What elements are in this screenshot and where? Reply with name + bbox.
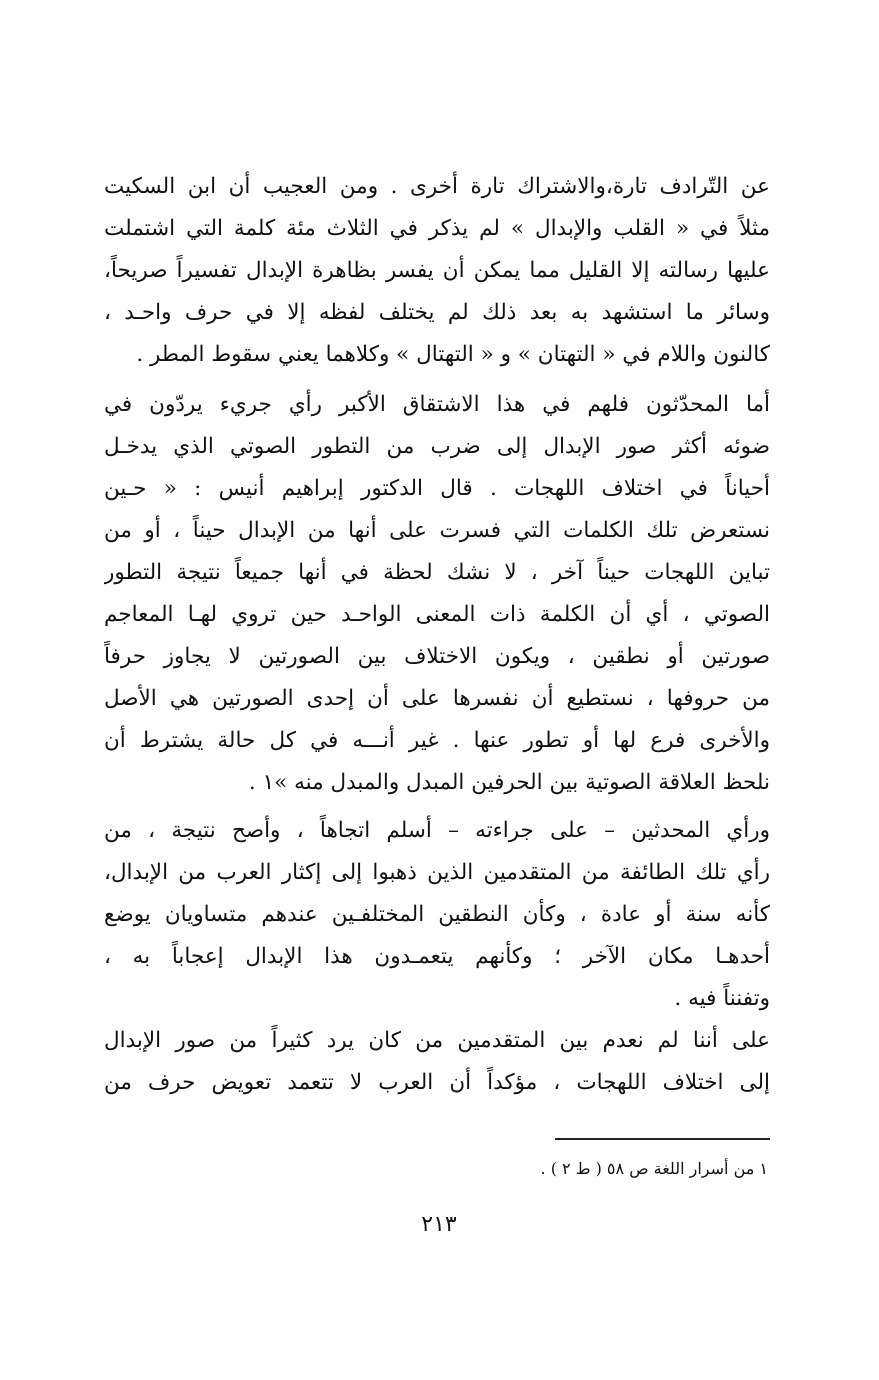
text-line: كالنون واللام في « التهتان » و « التهتال » وكلاهما يعني سقوط المطر . (136, 342, 770, 367)
paragraph-4 (104, 1020, 770, 1104)
text-line: ورأي المحدثين – على جراءته – أسلم اتجاهاً ، وأصح نتيجة ، من (104, 818, 770, 843)
text-line: صورتين أو نطقين ، ويكون الاختلاف بين الصورتين لا يجاوز حرفاً (104, 644, 770, 669)
text-line: تباين اللهجات حيناً آخر ، لا نشك لحظة في أنها جميعاً نتيجة التطور (104, 560, 770, 585)
text-line: وتفنناً فيه . (674, 986, 770, 1011)
text-line: على أننا لم نعدم بين المتقدمين من كان يرد كثيراً من صور الإبدال (104, 1028, 770, 1053)
text-line: كأنه سنة أو عادة ، وكأن النطقين المختلفـين عندهم متساويان يوضع (104, 902, 770, 927)
text-line: أما المحدّثون فلهم في هذا الاشتقاق الأكبر رأي جريء يردّون في (104, 392, 770, 417)
text-line: عليها رسالته إلا القليل مما يمكن أن يفسر بظاهرة الإبدال تفسيراً صريحاً، (104, 258, 770, 283)
text-line: نستعرض تلك الكلمات التي فسرت على أنها من الإبدال حيناً ، أو من (104, 518, 770, 543)
text-line: ضوئه أكثر صور الإبدال إلى ضرب من التطور الصوتي الذي يدخـل (104, 434, 770, 459)
text-line: مثلاً في « القلب والإبدال » لم يذكر في الثلاث مئة كلمة التي اشتملت (104, 216, 770, 241)
page-number: ٢١٣ (421, 1212, 457, 1237)
paragraph-3 (104, 810, 770, 1020)
text-line: رأي تلك الطائفة من المتقدمين الذين ذهبوا إلى إكثار العرب من الإبدال، (104, 860, 770, 885)
paragraph-1 (104, 166, 770, 376)
text-line: عن التّرادف تارة،والاشتراك تارة أخرى . ومن العجيب أن ابن السكيت (104, 174, 770, 199)
text-line: والأخرى فرع لها أو تطور عنها . غير أنـــه في كل حالة يشترط أن (104, 728, 770, 753)
text-line: الصوتي ، أي أن الكلمة ذات المعنى الواحـد حين تروي لهـا المعاجم (104, 602, 770, 627)
text-line: إلى اختلاف اللهجات ، مؤكداً أن العرب لا تتعمد تعويض حرف من (104, 1070, 770, 1095)
text-line: أحدهـا مكان الآخر ؛ وكأنهم يتعمـدون هذا الإبدال إعجاباً به ، (104, 944, 770, 969)
text-line: أحياناً في اختلاف اللهجات . قال الدكتور إبراهيم أنيس : « حـين (104, 476, 770, 501)
text-line: من حروفها ، نستطيع أن نفسرها على أن إحدى الصورتين هي الأصل (104, 686, 770, 711)
paragraph-2 (104, 384, 770, 804)
footnote-divider (555, 1138, 770, 1140)
text-line: وسائر ما استشهد به بعد ذلك لم يختلف لفظه إلا في حرف واحـد ، (104, 300, 770, 325)
footnote: ١ من أسرار اللغة ص ٥٨ ( ط ٢ ) . (540, 1159, 768, 1178)
text-line: نلحظ العلاقة الصوتية بين الحرفين المبدل والمبدل منه »١ . (248, 770, 770, 795)
